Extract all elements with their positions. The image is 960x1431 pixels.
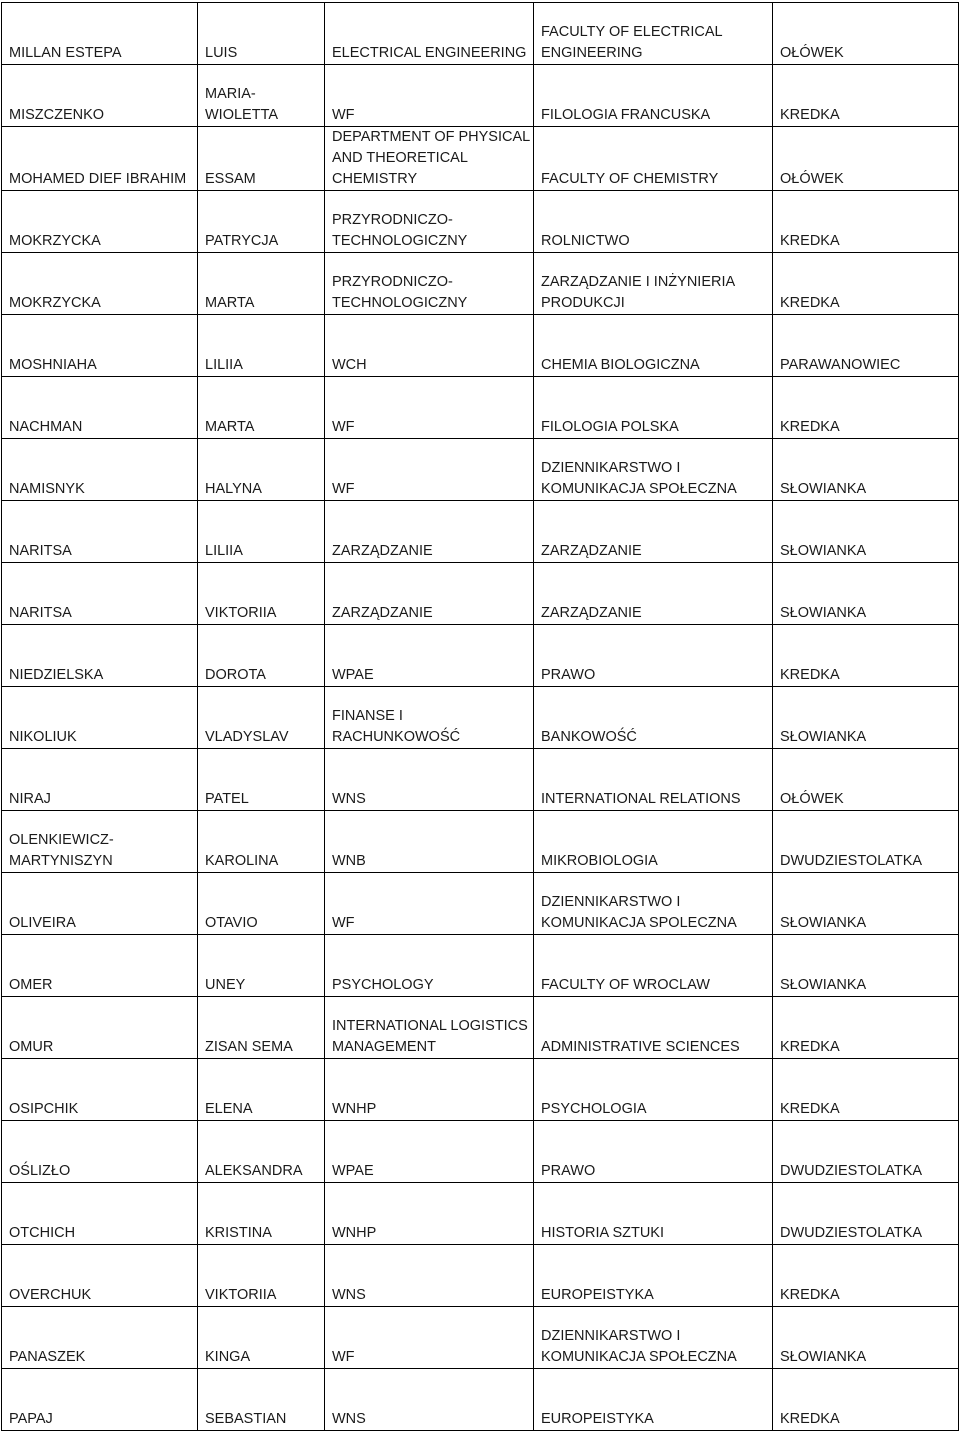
table-body <box>2 3 959 1431</box>
field-of-study-cell: FACULTY OF WROCLAW <box>534 935 773 997</box>
surname-cell: PAPAJ <box>2 1369 198 1431</box>
table-row <box>2 1307 959 1369</box>
first-name-cell: VIKTORIIA <box>198 563 325 625</box>
first-name-cell: MARTA <box>198 253 325 315</box>
department-cell: WNS <box>325 1245 534 1307</box>
group-cell: KREDKA <box>773 65 959 127</box>
group-cell: KREDKA <box>773 997 959 1059</box>
surname-cell: MOHAMED DIEF IBRAHIM <box>2 127 198 191</box>
table-row <box>2 3 959 65</box>
department-cell: INTERNATIONAL LOGISTICS MANAGEMENT <box>325 997 534 1059</box>
table-row <box>2 563 959 625</box>
group-cell: SŁOWIANKA <box>773 439 959 501</box>
table-row <box>2 439 959 501</box>
field-of-study-cell: PRAWO <box>534 1121 773 1183</box>
department-cell: ZARZĄDZANIE <box>325 563 534 625</box>
department-cell: WF <box>325 377 534 439</box>
first-name-cell: OTAVIO <box>198 873 325 935</box>
first-name-cell: LUIS <box>198 3 325 65</box>
field-of-study-cell: ZARZĄDZANIE <box>534 563 773 625</box>
field-of-study-cell: DZIENNIKARSTWO I KOMUNIKACJA SPOŁECZNA <box>534 439 773 501</box>
department-cell: WF <box>325 439 534 501</box>
surname-cell: MOKRZYCKA <box>2 253 198 315</box>
department-cell: WNHP <box>325 1183 534 1245</box>
surname-cell: OTCHICH <box>2 1183 198 1245</box>
surname-cell: NAMISNYK <box>2 439 198 501</box>
surname-cell: OLENKIEWICZ- MARTYNISZYN <box>2 811 198 873</box>
first-name-cell: PATEL <box>198 749 325 811</box>
group-cell: KREDKA <box>773 1369 959 1431</box>
table-row <box>2 127 959 191</box>
surname-cell: NACHMAN <box>2 377 198 439</box>
group-cell: SŁOWIANKA <box>773 687 959 749</box>
first-name-cell: KINGA <box>198 1307 325 1369</box>
surname-cell: NARITSA <box>2 501 198 563</box>
surname-cell: NIRAJ <box>2 749 198 811</box>
group-cell: DWUDZIESTOLATKA <box>773 1183 959 1245</box>
group-cell: KREDKA <box>773 1059 959 1121</box>
surname-cell: OMER <box>2 935 198 997</box>
table-row <box>2 749 959 811</box>
surname-cell: PANASZEK <box>2 1307 198 1369</box>
table-row <box>2 1183 959 1245</box>
first-name-cell: ALEKSANDRA <box>198 1121 325 1183</box>
field-of-study-cell: CHEMIA BIOLOGICZNA <box>534 315 773 377</box>
surname-cell: MOKRZYCKA <box>2 191 198 253</box>
first-name-cell: VIKTORIIA <box>198 1245 325 1307</box>
participants-table <box>1 2 959 1431</box>
group-cell: SŁOWIANKA <box>773 873 959 935</box>
table-row <box>2 377 959 439</box>
first-name-cell: UNEY <box>198 935 325 997</box>
first-name-cell: ESSAM <box>198 127 325 191</box>
group-cell: OŁÓWEK <box>773 127 959 191</box>
department-cell: ELECTRICAL ENGINEERING <box>325 3 534 65</box>
field-of-study-cell: FACULTY OF CHEMISTRY <box>534 127 773 191</box>
group-cell: SŁOWIANKA <box>773 935 959 997</box>
surname-cell: OŚLIZŁO <box>2 1121 198 1183</box>
field-of-study-cell: ZARZĄDZANIE <box>534 501 773 563</box>
group-cell: KREDKA <box>773 1245 959 1307</box>
first-name-cell: LILIIA <box>198 315 325 377</box>
table-row <box>2 935 959 997</box>
field-of-study-cell: HISTORIA SZTUKI <box>534 1183 773 1245</box>
field-of-study-cell: DZIENNIKARSTWO I KOMUNIKACJA SPOŁECZNA <box>534 1307 773 1369</box>
group-cell: SŁOWIANKA <box>773 1307 959 1369</box>
table-row <box>2 1059 959 1121</box>
field-of-study-cell: FACULTY OF ELECTRICAL ENGINEERING <box>534 3 773 65</box>
first-name-cell: KAROLINA <box>198 811 325 873</box>
group-cell: OŁÓWEK <box>773 749 959 811</box>
field-of-study-cell: INTERNATIONAL RELATIONS <box>534 749 773 811</box>
table-row <box>2 811 959 873</box>
field-of-study-cell: MIKROBIOLOGIA <box>534 811 773 873</box>
group-cell: KREDKA <box>773 377 959 439</box>
department-cell: PRZYRODNICZO- TECHNOLOGICZNY <box>325 191 534 253</box>
table-row <box>2 1245 959 1307</box>
table-row <box>2 625 959 687</box>
surname-cell: MISZCZENKO <box>2 65 198 127</box>
field-of-study-cell: ADMINISTRATIVE SCIENCES <box>534 997 773 1059</box>
field-of-study-cell: PSYCHOLOGIA <box>534 1059 773 1121</box>
field-of-study-cell: EUROPEISTYKA <box>534 1369 773 1431</box>
first-name-cell: SEBASTIAN <box>198 1369 325 1431</box>
field-of-study-cell: FILOLOGIA POLSKA <box>534 377 773 439</box>
group-cell: SŁOWIANKA <box>773 501 959 563</box>
field-of-study-cell: EUROPEISTYKA <box>534 1245 773 1307</box>
surname-cell: NIKOLIUK <box>2 687 198 749</box>
field-of-study-cell: PRAWO <box>534 625 773 687</box>
department-cell: WNHP <box>325 1059 534 1121</box>
group-cell: SŁOWIANKA <box>773 563 959 625</box>
first-name-cell: ZISAN SEMA <box>198 997 325 1059</box>
field-of-study-cell: DZIENNIKARSTWO I KOMUNIKACJA SPOLECZNA <box>534 873 773 935</box>
department-cell: PSYCHOLOGY <box>325 935 534 997</box>
surname-cell: OMUR <box>2 997 198 1059</box>
department-cell: WCH <box>325 315 534 377</box>
department-cell: DEPARTMENT OF PHYSICAL AND THEORETICAL CHEMISTRY <box>325 127 534 191</box>
group-cell: OŁÓWEK <box>773 3 959 65</box>
department-cell: PRZYRODNICZO- TECHNOLOGICZNY <box>325 253 534 315</box>
department-cell: ZARZĄDZANIE <box>325 501 534 563</box>
table-row <box>2 873 959 935</box>
first-name-cell: MARIA- WIOLETTA <box>198 65 325 127</box>
table-row <box>2 997 959 1059</box>
surname-cell: NIEDZIELSKA <box>2 625 198 687</box>
department-cell: WF <box>325 873 534 935</box>
table-row <box>2 315 959 377</box>
table-row <box>2 253 959 315</box>
department-cell: WNS <box>325 1369 534 1431</box>
table-row <box>2 501 959 563</box>
table-row <box>2 1369 959 1431</box>
first-name-cell: DOROTA <box>198 625 325 687</box>
group-cell: DWUDZIESTOLATKA <box>773 811 959 873</box>
department-cell: WF <box>325 1307 534 1369</box>
table-row <box>2 687 959 749</box>
surname-cell: OVERCHUK <box>2 1245 198 1307</box>
field-of-study-cell: ROLNICTWO <box>534 191 773 253</box>
surname-cell: NARITSA <box>2 563 198 625</box>
first-name-cell: MARTA <box>198 377 325 439</box>
group-cell: KREDKA <box>773 253 959 315</box>
department-cell: WPAE <box>325 625 534 687</box>
department-cell: WPAE <box>325 1121 534 1183</box>
first-name-cell: LILIIA <box>198 501 325 563</box>
first-name-cell: KRISTINA <box>198 1183 325 1245</box>
field-of-study-cell: BANKOWOŚĆ <box>534 687 773 749</box>
field-of-study-cell: FILOLOGIA FRANCUSKA <box>534 65 773 127</box>
group-cell: KREDKA <box>773 191 959 253</box>
surname-cell: OSIPCHIK <box>2 1059 198 1121</box>
surname-cell: MOSHNIAHA <box>2 315 198 377</box>
table-row <box>2 65 959 127</box>
first-name-cell: HALYNA <box>198 439 325 501</box>
field-of-study-cell: ZARZĄDZANIE I INŻYNIERIA PRODUKCJI <box>534 253 773 315</box>
first-name-cell: ELENA <box>198 1059 325 1121</box>
first-name-cell: PATRYCJA <box>198 191 325 253</box>
department-cell: WF <box>325 65 534 127</box>
group-cell: DWUDZIESTOLATKA <box>773 1121 959 1183</box>
department-cell: WNB <box>325 811 534 873</box>
group-cell: PARAWANOWIEC <box>773 315 959 377</box>
surname-cell: MILLAN ESTEPA <box>2 3 198 65</box>
surname-cell: OLIVEIRA <box>2 873 198 935</box>
department-cell: WNS <box>325 749 534 811</box>
table-row <box>2 191 959 253</box>
first-name-cell: VLADYSLAV <box>198 687 325 749</box>
group-cell: KREDKA <box>773 625 959 687</box>
table-row <box>2 1121 959 1183</box>
department-cell: FINANSE I RACHUNKOWOŚĆ <box>325 687 534 749</box>
